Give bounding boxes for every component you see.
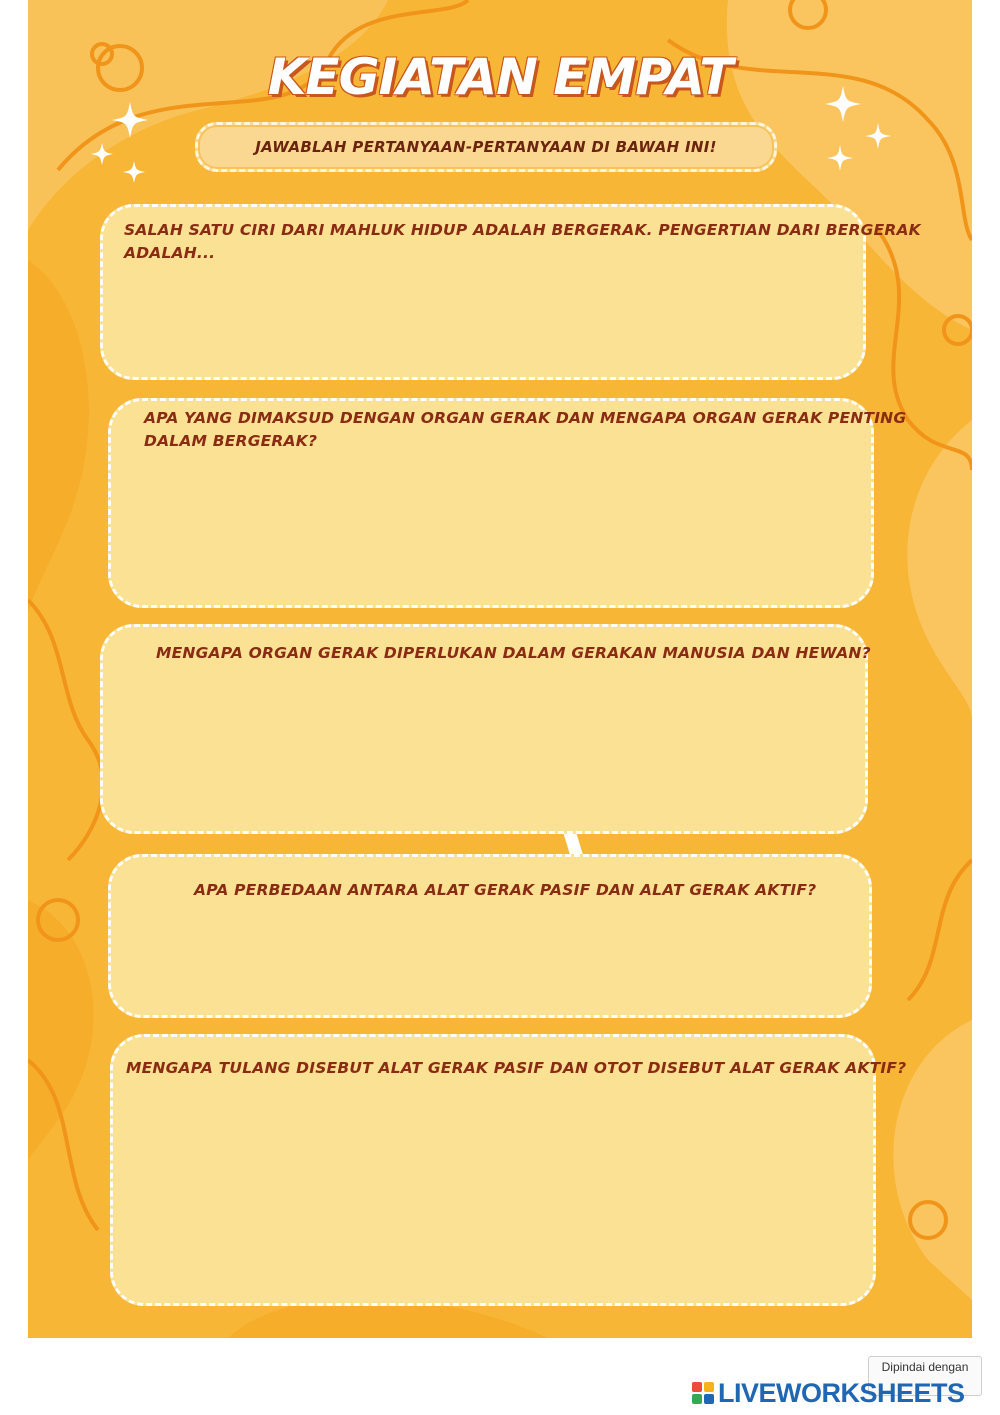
liveworksheets-logo[interactable] [692,1376,965,1410]
question-4-line-1: APA PERBEDAAN ANTARA ALAT GERAK PASIF DAN ALAT GERAK AKTIF? [194,881,817,899]
instruction-banner [195,122,777,172]
worksheet-page [28,0,972,1338]
question-1-line-1: SALAH SATU CIRI DARI MAHLUK HIDUP ADALAH BERGERAK. PENGERTIAN DARI BERGERAK [124,221,921,239]
sparkle-icon [122,160,146,184]
question-3-text [156,642,871,665]
brand-name: LIVEWORKSHEETS [718,1377,965,1408]
sparkle-icon [110,100,150,140]
sparkle-icon [864,122,892,150]
question-1-text [124,219,921,265]
question-2-line-2: DALAM BERGERAK? [144,432,318,450]
scan-note: Dipindai dengan [881,1360,969,1374]
question-3-line-1: MENGAPA ORGAN GERAK DIPERLUKAN DALAM GERAKAN MANUSIA DAN HEWAN? [156,644,871,662]
question-4-text [194,879,816,902]
liveworksheets-logo-icon [692,1382,714,1404]
sparkle-icon [826,144,854,172]
question-5-line-1: MENGAPA TULANG DISEBUT ALAT GERAK PASIF DAN OTOT DISEBUT ALAT GERAK AKTIF? [126,1059,907,1077]
worksheet-title: KEGIATAN EMPAT [267,48,733,106]
question-2-text [144,407,906,453]
instruction-text: JAWABLAH PERTANYAAN-PERTANYAAN DI BAWAH INI! [255,138,717,156]
question-5-text [126,1057,906,1080]
sparkle-icon [90,142,114,166]
question-1-line-2: ADALAH... [124,244,216,262]
question-2-line-1: APA YANG DIMAKSUD DENGAN ORGAN GERAK DAN MENGAPA ORGAN GERAK PENTING [144,409,907,427]
